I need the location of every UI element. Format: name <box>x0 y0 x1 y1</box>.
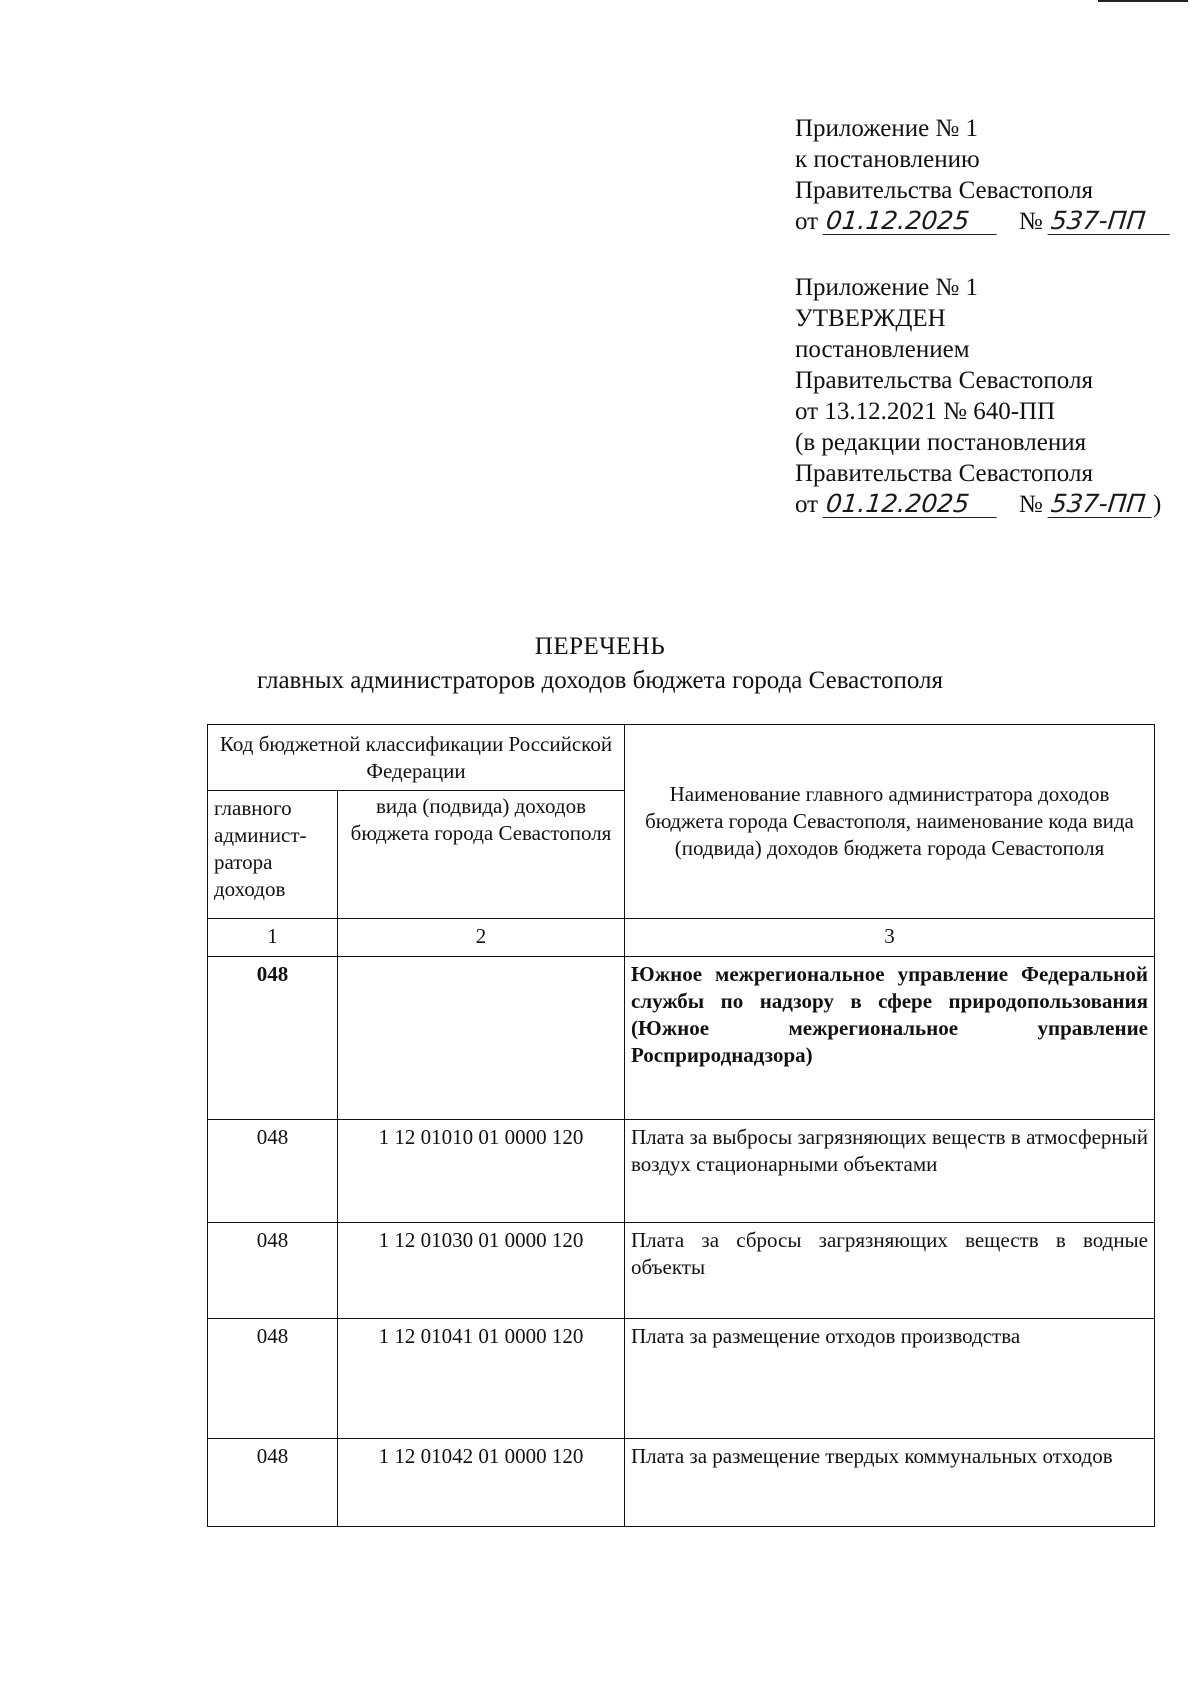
revenue-name: Плата за выбросы загрязняющих веществ в атмосферный воздух стационарными объектами <box>625 1120 1155 1223</box>
handwritten-date: 01.12.2025 <box>823 491 1000 518</box>
number-prefix: № <box>1018 491 1043 518</box>
top-edge-line <box>1098 0 1188 2</box>
appendix-line: Приложение № 1 <box>795 274 979 301</box>
admin-code: 048 <box>208 1439 338 1527</box>
appendix-header-original <box>795 272 1161 520</box>
appendix-date-line <box>795 206 1171 237</box>
col-number-1: 1 <box>208 919 338 957</box>
date-prefix: от <box>795 491 819 518</box>
revenue-code: 1 12 01030 01 0000 120 <box>338 1223 625 1319</box>
table-row <box>208 1223 1155 1319</box>
appendix-line: Правительства Севастополя <box>795 460 1093 487</box>
appendix-line: постановлением <box>795 336 970 363</box>
admin-code: 048 <box>208 957 338 1120</box>
document-title: ПЕРЕЧЕНЬ <box>534 633 666 660</box>
number-prefix: № <box>1018 208 1043 235</box>
handwritten-number: 537-ПП <box>1048 491 1155 518</box>
appendix-date-line <box>795 489 1161 520</box>
col-number-2: 2 <box>338 919 625 957</box>
appendix-line: (в редакции постановления <box>795 429 1087 456</box>
appendix-header-current <box>795 113 1171 237</box>
admin-code: 048 <box>208 1319 338 1439</box>
closing-paren: ) <box>1152 491 1162 518</box>
col2-header: вида (подвида) доходов бюджета города Севастополя <box>338 791 625 919</box>
col-number-3: 3 <box>625 919 1155 957</box>
table-row <box>208 1120 1155 1223</box>
table-row <box>208 1439 1155 1527</box>
revenue-name: Плата за размещение отходов производства <box>625 1319 1155 1439</box>
admin-code: 048 <box>208 1223 338 1319</box>
appendix-line: от 13.12.2021 № 640-ПП <box>795 398 1056 425</box>
appendix-line: Правительства Севастополя <box>795 177 1093 204</box>
revenue-name: Плата за размещение твердых коммунальных отходов <box>625 1439 1155 1527</box>
document-subtitle: главных администраторов доходов бюджета города Севастополя <box>257 667 943 694</box>
revenue-code <box>338 957 625 1120</box>
table-row <box>208 1319 1155 1439</box>
revenue-name: Плата за сбросы загрязняющих веществ в водные объекты <box>625 1223 1155 1319</box>
revenue-code: 1 12 01042 01 0000 120 <box>338 1439 625 1527</box>
col3-header: Наименование главного администратора доходов бюджета города Севастополя, наименование кода вида (подвида) доходов бюджета города Севастополя <box>625 725 1155 919</box>
appendix-line: Приложение № 1 <box>795 115 979 142</box>
revenue-name: Южное межрегиональное управление Федеральной службы по надзору в сфере природопользования (Южное межрегиональное управление Росприроднадзора) <box>625 957 1155 1120</box>
admin-code: 048 <box>208 1120 338 1223</box>
appendix-line: УТВЕРЖДЕН <box>795 305 946 332</box>
table-row <box>208 957 1155 1120</box>
handwritten-number: 537-ПП <box>1048 208 1173 235</box>
date-prefix: от <box>795 208 819 235</box>
appendix-line: к постановлению <box>795 146 980 173</box>
handwritten-date: 01.12.2025 <box>823 208 1000 235</box>
col1-header: главного админист- ратора доходов <box>208 791 338 919</box>
revenue-code: 1 12 01010 01 0000 120 <box>338 1120 625 1223</box>
appendix-line: Правительства Севастополя <box>795 367 1093 394</box>
revenue-administrators-table <box>207 724 1155 1527</box>
header-group-cell: Код бюджетной классификации Российской Федерации <box>208 725 625 791</box>
revenue-code: 1 12 01041 01 0000 120 <box>338 1319 625 1439</box>
